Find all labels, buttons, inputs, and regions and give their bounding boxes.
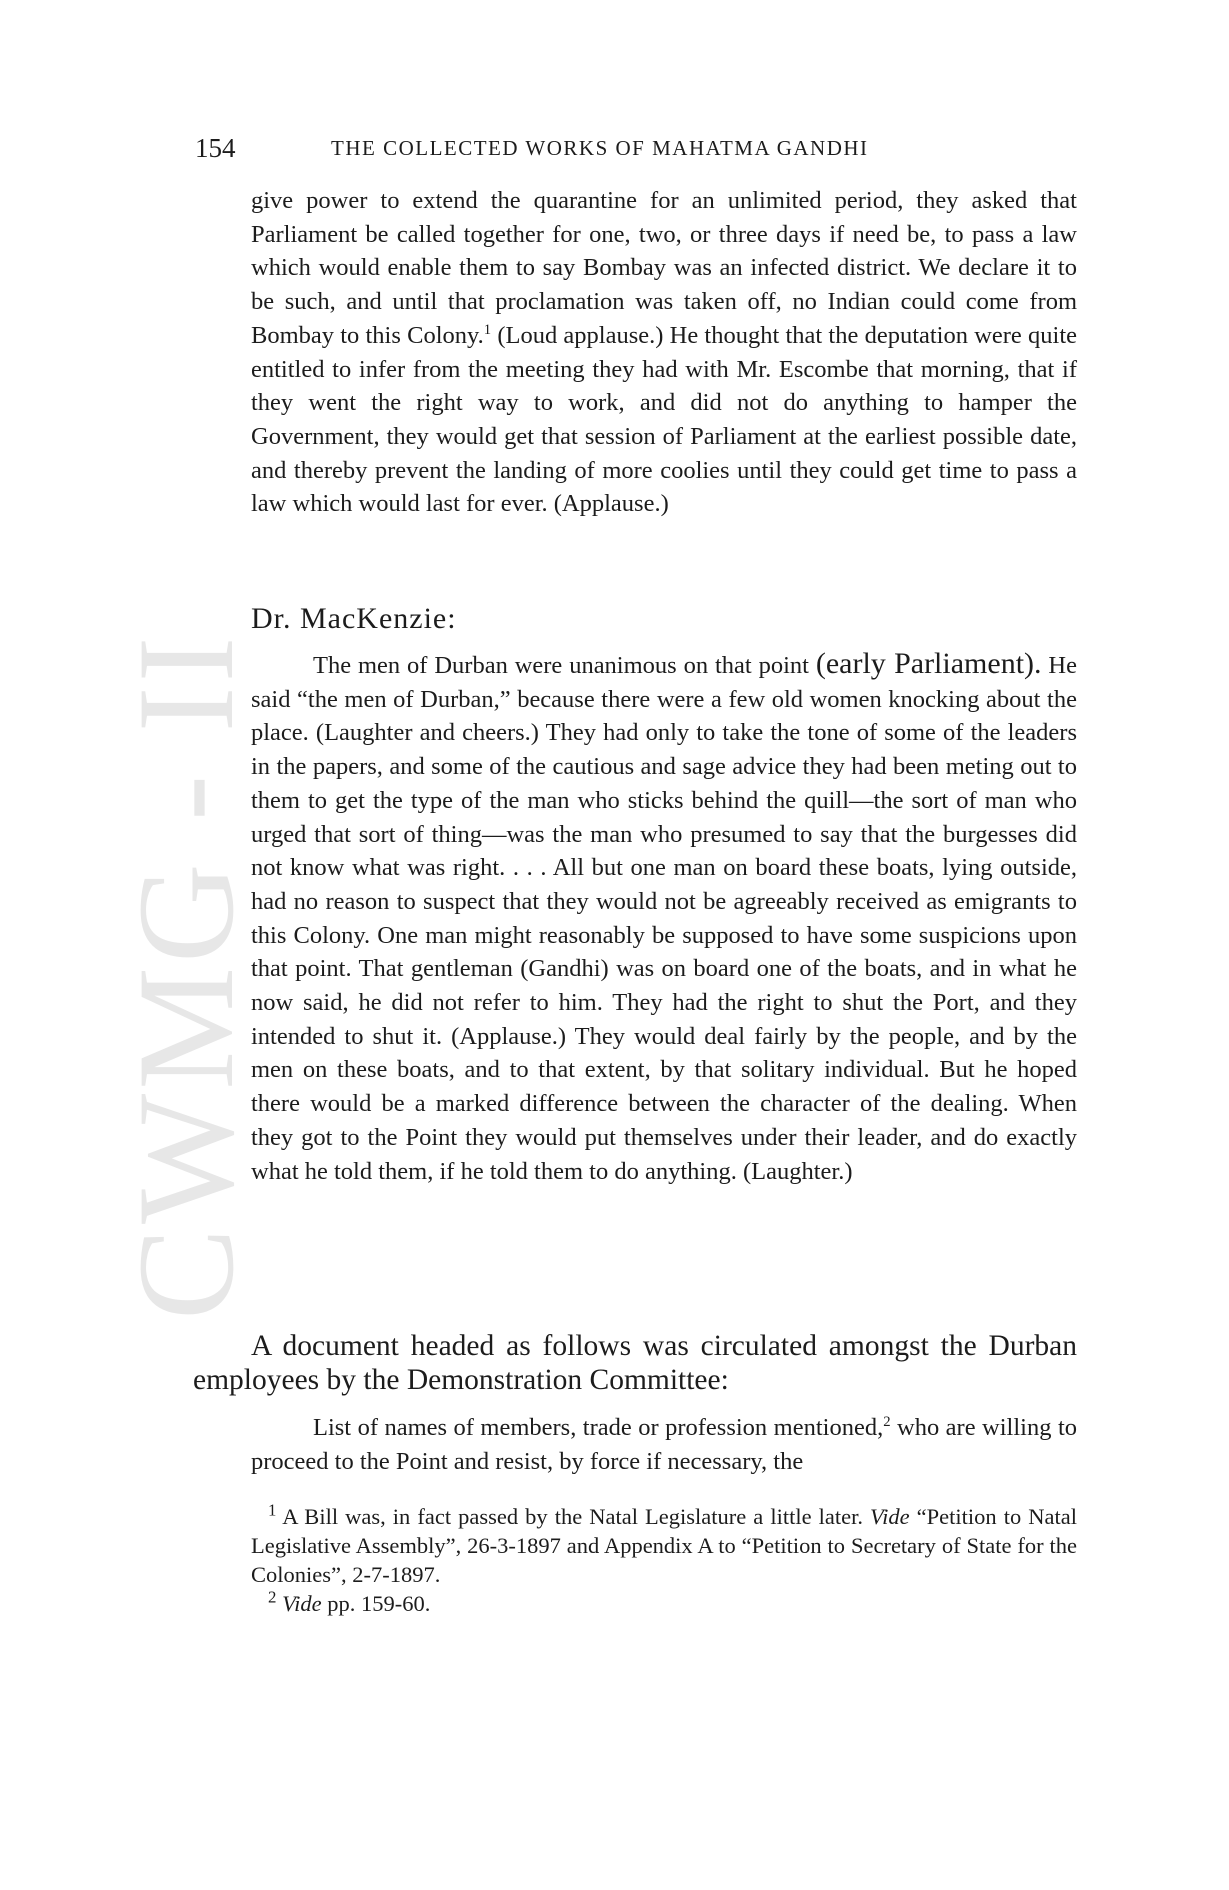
paragraph-mackenzie-text xyxy=(251,647,1077,1188)
para3-text-b: who are willing to proceed to the Point and resist, by force if necessary, the xyxy=(251,1414,1078,1475)
footnotes xyxy=(251,1502,1077,1618)
para2-text-b: He said “the men of Durban,” because there were a few old women knocking about the place. (Laughter and cheers.) They had only to take the tone of some of the leaders in the papers, and some of the cautious and sage advice they had been meting out to them to get the type of the man who sticks behind the quill—the sort of man who urged that sort of thing—was the man who presumed to say that the burgesses did not know what was right. . . . All but one man on board these boats, lying outside, had no reason to suspect that they would not be agreeably received as emigrants to this Colony. One man might reasonably be supposed to have some suspicions upon that point. That gentleman (Gandhi) was on board one of the boats, and in what he now said, he did not refer to him. They had the right to shut the Port, and they intended to shut it. (Applause.) They would deal fairly by the people, and by the men on these boats, and to that extent, by that solitary individual. But he hoped there would be a marked difference between the character of the dealing. When they got to the Point they would put themselves under their leader, and do exactly what he told them, if he told them to do anything. (Laughter.) xyxy=(251,652,1077,1185)
paragraph-mackenzie xyxy=(251,647,1077,1188)
page-header xyxy=(195,128,1085,168)
para2-text-a: The men of Durban were unanimous on that point xyxy=(313,652,816,679)
para1-text-b: (Loud applause.) He thought that the deputation were quite entitled to infer from the meeting they had with Mr. Escombe that morning, that if they went the right way to work, and did not do anything to hamper the Government, they would get that session of Parliament at the earliest possible date, and thereby prevent the landing of more coolies until they could get time to pass a law which would last for ever. (Applause.) xyxy=(251,321,1077,518)
paragraph-list-text xyxy=(251,1411,1077,1478)
footnote-2 xyxy=(251,1589,1077,1618)
para2-emphasis: (early Parliament). xyxy=(815,647,1042,680)
footnote-ref-2: 2 xyxy=(883,1413,891,1430)
running-head: THE COLLECTED WORKS OF MAHATMA GANDHI xyxy=(331,136,869,160)
cwmg-watermark: CWMG - II xyxy=(109,632,262,1320)
speaker-name: Dr. MacKenzie: xyxy=(251,602,457,635)
footnote-ref-1: 1 xyxy=(483,321,492,338)
footnote-2-text-b: pp. 159-60. xyxy=(321,1591,431,1616)
footnote-1-number: 1 xyxy=(268,1500,277,1520)
paragraph-deputation-text xyxy=(251,184,1077,521)
para3-text-a: List of names of members, trade or profession mentioned, xyxy=(313,1414,884,1441)
narration-block xyxy=(193,1330,1077,1397)
footnote-2-number: 2 xyxy=(268,1587,277,1607)
paragraph-deputation xyxy=(251,184,1077,521)
footnote-1-text-b: “Petition to Natal Legislative Assembly”, 26-3-1897 and Appendix A to “Petition to Secretary of State for the Colonies”, 2-7-1897. xyxy=(251,1504,1077,1587)
footnote-1-text-a: A Bill was, in fact passed by the Natal Legislature a little later. xyxy=(276,1504,871,1529)
narration-text: A document headed as follows was circulated amongst the Durban employees by the Demonstration Committee: xyxy=(193,1330,1077,1396)
footnote-1-italic: Vide xyxy=(870,1504,910,1529)
footnote-1 xyxy=(251,1502,1077,1589)
page-number: 154 xyxy=(195,133,236,163)
speaker-heading xyxy=(251,599,1077,639)
paragraph-list xyxy=(251,1411,1077,1478)
para1-text-a: give power to extend the quarantine for an unlimited period, they asked that Parliament be called together for one, two, or three days if need be, to pass a law which would enable them to say Bombay was an infected district. We declare it to be such, and until that proclamation was taken off, no Indian could come from Bombay to this Colony. xyxy=(251,187,1077,349)
footnote-2-italic: Vide xyxy=(282,1591,322,1616)
